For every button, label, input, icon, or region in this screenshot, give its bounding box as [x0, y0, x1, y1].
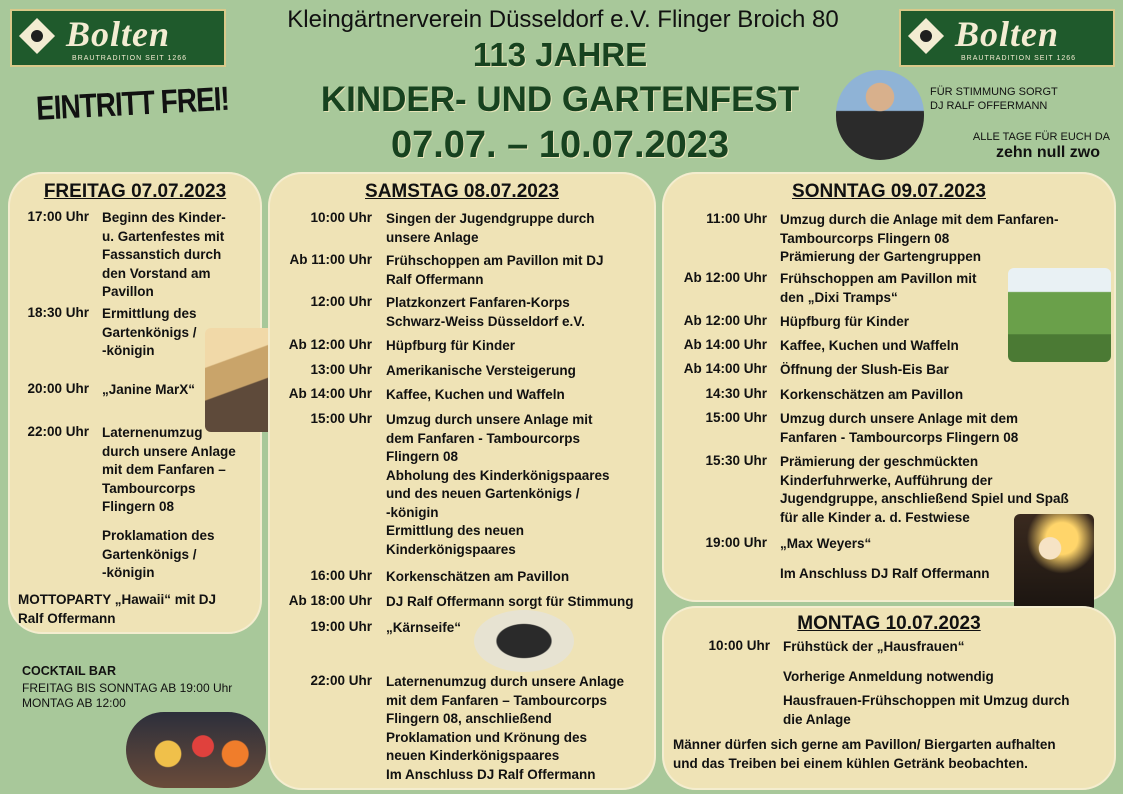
saturday-event: Umzug durch unsere Anlage mit dem Fanfaren - Tambourcorps Flingern 08 Abholung des Kinderkönigspaares und des neuen Gartenkönigs / -königin Ermittlung des neuen Kinderkönigspaares	[386, 412, 610, 557]
bolten-emblem-icon	[908, 18, 944, 54]
saturday-time: 15:00 Uhr	[310, 411, 372, 426]
saturday-time: 13:00 Uhr	[310, 362, 372, 377]
sunday-time: 15:00 Uhr	[705, 410, 767, 425]
friday-time: 20:00 Uhr	[27, 381, 89, 396]
sunday-event: Umzug durch die Anlage mit dem Fanfaren- Tambourcorps Flingern 08 Prämierung der Gartengruppen	[780, 212, 1059, 264]
sunday-time: Ab 12:00 Uhr	[683, 270, 767, 285]
max-weyers-photo	[1014, 514, 1094, 612]
free-entry-text: EINTRITT FREI!	[35, 79, 230, 128]
monday-time: 10:00 Uhr	[708, 638, 770, 653]
saturday-event: Kaffee, Kuchen und Waffeln	[386, 387, 565, 402]
saturday-time: 16:00 Uhr	[310, 568, 372, 583]
sunday-event: Kaffee, Kuchen und Waffeln	[780, 338, 959, 353]
sunday-time: 19:00 Uhr	[705, 535, 767, 550]
sunday-time: 15:30 Uhr	[705, 453, 767, 468]
logo-sub: BRAUTRADITION SEIT 1266	[961, 55, 1077, 62]
logo-sub: BRAUTRADITION SEIT 1266	[72, 55, 188, 62]
drinks-note: ALLE TAGE FÜR EUCH DA	[972, 131, 1110, 143]
saturday-event: Amerikanische Versteigerung	[386, 363, 576, 378]
saturday-event: „Kärnseife“	[386, 620, 462, 635]
friday-event: Ermittlung des Gartenkönigs / -königin	[102, 306, 197, 358]
friday-title: FREITAG 07.07.2023	[43, 181, 227, 202]
sunday-title: SONNTAG 09.07.2023	[792, 181, 986, 202]
bolten-logo-right	[899, 9, 1115, 67]
saturday-event: Frühschoppen am Pavillon mit DJ Ralf Offermann	[386, 253, 604, 287]
saturday-event: Laternenumzug durch unsere Anlage mit dem Fanfaren – Tambourcorps Flingern 08, anschließend Proklamation und Krönung des neuen Kinderkönigspaares Im Anschluss DJ Ralf Offermann	[386, 674, 625, 782]
saturday-event: Hüpfburg für Kinder	[386, 338, 515, 353]
sunday-event: Im Anschluss DJ Ralf Offermann	[780, 566, 990, 581]
friday-time: 22:00 Uhr	[27, 424, 89, 439]
years-title: 113 JAHRE	[472, 36, 648, 73]
dj-note-2: DJ RALF OFFERMANN	[930, 100, 1048, 112]
sunday-event: Öffnung der Slush-Eis Bar	[780, 362, 949, 377]
bolten-emblem-icon	[19, 18, 55, 54]
sunday-event: „Max Weyers“	[780, 536, 872, 551]
kaernseife-photo	[474, 610, 574, 672]
event-dates: 07.07. – 10.07.2023	[390, 124, 730, 166]
dj-photo	[836, 70, 924, 160]
friday-event: Beginn des Kinder- u. Gartenfestes mit Fassanstich durch den Vorstand am Pavillon	[102, 210, 226, 299]
saturday-time: Ab 14:00 Uhr	[288, 386, 372, 401]
friday-event: Laternenumzug durch unsere Anlage mit dem Fanfaren – Tambourcorps Flingern 08	[102, 425, 236, 514]
saturday-event: DJ Ralf Offermann sorgt für Stimmung	[386, 594, 634, 609]
saturday-time: Ab 11:00 Uhr	[289, 252, 372, 267]
saturday-time: Ab 12:00 Uhr	[288, 337, 372, 352]
friday-time: 18:30 Uhr	[27, 305, 89, 320]
sunday-time: 11:00 Uhr	[706, 211, 767, 226]
sunday-event: Prämierung der geschmückten Kinderfuhrwerke, Aufführung der Jugendgruppe, anschließend Spiel und Spaß für alle Kinder a. d. Festwiese	[780, 454, 1069, 525]
saturday-time: 10:00 Uhr	[310, 210, 372, 225]
saturday-title: SAMSTAG 08.07.2023	[365, 181, 559, 202]
bolten-logo-left	[10, 9, 226, 67]
drinks-name: zehn null zwo	[996, 144, 1100, 161]
sunday-event: Umzug durch unsere Anlage mit dem Fanfaren - Tambourcorps Flingern 08	[780, 411, 1019, 445]
saturday-time: 19:00 Uhr	[310, 619, 372, 634]
saturday-time: Ab 18:00 Uhr	[288, 593, 372, 608]
sunday-event: Korkenschätzen am Pavillon	[780, 387, 964, 402]
monday-title: MONTAG 10.07.2023	[797, 613, 981, 634]
logo-name: Bolten	[955, 14, 1060, 54]
club-name: Kleingärtnerverein Düsseldorf e.V. Flinger Broich 80	[287, 6, 839, 33]
saturday-time: 12:00 Uhr	[310, 294, 372, 309]
cocktail-title: COCKTAIL BAR	[22, 664, 116, 678]
cocktail-photo	[126, 712, 266, 788]
cocktail-line2: MONTAG AB 12:00	[22, 696, 126, 710]
friday-event: „Janine MarX“	[102, 382, 196, 397]
sunday-time: 14:30 Uhr	[705, 386, 767, 401]
dixi-tramps-photo	[1008, 268, 1111, 362]
dj-note-1: FÜR STIMMUNG SORGT	[930, 86, 1058, 98]
friday-time: 17:00 Uhr	[27, 209, 89, 224]
motto-party: MOTTOPARTY „Hawaii“ mit DJ Ralf Offermann	[18, 592, 217, 626]
saturday-event: Singen der Jugendgruppe durch unsere Anlage	[386, 211, 595, 245]
sunday-time: Ab 12:00 Uhr	[683, 313, 767, 328]
event-title: KINDER- UND GARTENFEST	[320, 80, 800, 119]
saturday-time: 22:00 Uhr	[310, 673, 372, 688]
sunday-time: Ab 14:00 Uhr	[683, 361, 767, 376]
cocktail-line1: FREITAG BIS SONNTAG AB 19:00 Uhr	[22, 681, 233, 695]
monday-event: Hausfrauen-Frühschoppen mit Umzug durch die Anlage	[783, 693, 1070, 727]
friday-event: Proklamation des Gartenkönigs / -königin	[102, 528, 215, 580]
logo-name: Bolten	[66, 14, 171, 54]
sunday-time: Ab 14:00 Uhr	[683, 337, 767, 352]
saturday-event: Platzkonzert Fanfaren-Korps Schwarz-Weiss Düsseldorf e.V.	[386, 295, 585, 329]
saturday-event: Korkenschätzen am Pavillon	[386, 569, 570, 584]
monday-event: Vorherige Anmeldung notwendig	[783, 669, 994, 684]
sunday-event: Hüpfburg für Kinder	[780, 314, 909, 329]
monday-footer: Männer dürfen sich gerne am Pavillon/ Biergarten aufhalten und das Treiben bei einem kühlen Getränk beobachten.	[673, 737, 1056, 771]
sunday-event: Frühschoppen am Pavillon mit den „Dixi Tramps“	[780, 271, 977, 305]
monday-event: Frühstück der „Hausfrauen“	[783, 639, 965, 654]
